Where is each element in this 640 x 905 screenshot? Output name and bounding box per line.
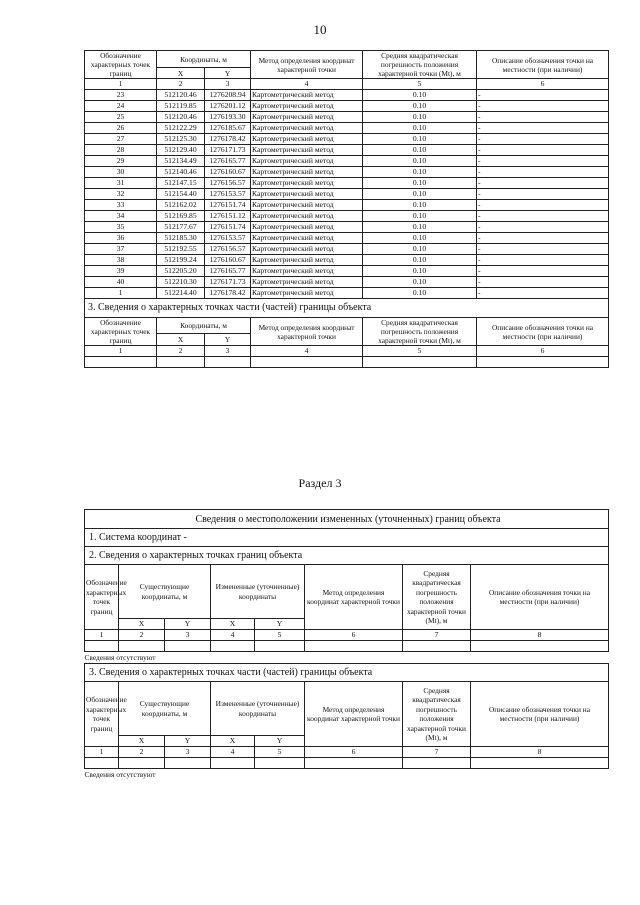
description: - [477, 244, 609, 255]
coord-x: 512177.67 [157, 222, 205, 233]
empty-cell [157, 357, 205, 368]
mt: 0.10 [363, 211, 477, 222]
coord-y: 1276208.94 [205, 90, 251, 101]
description: - [477, 101, 609, 112]
parts-title: 3. Сведения о характерных точках части (частей) границы объекта [85, 664, 609, 682]
table-row [85, 244, 609, 255]
column-number: 6 [477, 346, 609, 357]
column-number: 3 [165, 747, 211, 758]
header-mt: Средняя квадратическая погрешность положения характерной точки (Mt), м [403, 565, 471, 630]
empty-cell [255, 758, 305, 769]
point-id: 24 [85, 101, 157, 112]
method: Картометрический метод [251, 200, 363, 211]
method: Картометрический метод [251, 233, 363, 244]
table-row [85, 167, 609, 178]
coord-y: 1276201.12 [205, 101, 251, 112]
method: Картометрический метод [251, 277, 363, 288]
table-row [85, 222, 609, 233]
header-x: X [157, 334, 205, 346]
coord-x: 512119.85 [157, 101, 205, 112]
column-number: 5 [363, 79, 477, 90]
header-y: Y [165, 619, 211, 630]
empty-cell [403, 758, 471, 769]
empty-cell [251, 357, 363, 368]
method: Картометрический метод [251, 112, 363, 123]
empty-cell [471, 641, 609, 652]
description: - [477, 156, 609, 167]
coord-x: 512120.46 [157, 112, 205, 123]
point-id: 25 [85, 112, 157, 123]
coord-y: 1276156.57 [205, 244, 251, 255]
coord-x: 512210.30 [157, 277, 205, 288]
description: - [477, 266, 609, 277]
column-number: 8 [471, 630, 609, 641]
coord-x: 512192.55 [157, 244, 205, 255]
point-id: 29 [85, 156, 157, 167]
description: - [477, 90, 609, 101]
method: Картометрический метод [251, 167, 363, 178]
column-number: 7 [403, 747, 471, 758]
mt: 0.10 [363, 288, 477, 299]
header-mt: Средняя квадратическая погрешность положения характерной точки (Mt), м [363, 318, 477, 346]
description: - [477, 123, 609, 134]
coord-y: 1276153.57 [205, 233, 251, 244]
column-number: 3 [165, 630, 211, 641]
method: Картометрический метод [251, 145, 363, 156]
point-id: 31 [85, 178, 157, 189]
changed-boundaries-table [84, 509, 609, 780]
header-y: Y [205, 334, 251, 346]
column-number: 2 [157, 79, 205, 90]
boundary-points-table [84, 50, 609, 368]
description: - [477, 145, 609, 156]
header-desc: Описание обозначения точки на местности (при наличии) [477, 318, 609, 346]
header-method: Метод определения координат характерной точки [251, 51, 363, 79]
page-number: 10 [313, 22, 327, 37]
header-mt: Средняя квадратическая погрешность положения характерной точки (Mt), м [403, 682, 471, 747]
method: Картометрический метод [251, 189, 363, 200]
header-point: Обозначение характерных точек границ [85, 51, 157, 79]
coord-y: 1276178.42 [205, 288, 251, 299]
column-number: 1 [85, 630, 119, 641]
coord-system: 1. Система координат - [85, 529, 609, 547]
coord-y: 1276160.67 [205, 255, 251, 266]
empty-cell [119, 641, 165, 652]
method: Картометрический метод [251, 90, 363, 101]
header-x: X [211, 736, 255, 747]
mt: 0.10 [363, 233, 477, 244]
table-row [85, 90, 609, 101]
point-id: 32 [85, 189, 157, 200]
mt: 0.10 [363, 189, 477, 200]
column-number: 5 [255, 747, 305, 758]
point-id: 37 [85, 244, 157, 255]
empty-cell [85, 758, 119, 769]
point-id: 40 [85, 277, 157, 288]
absent-note: Сведения отсутствуют [84, 770, 156, 779]
header-point: Обозначение характерных точек границ [85, 565, 119, 630]
header-changed: Измененные (уточненные) координаты [211, 565, 305, 619]
coord-x: 512147.15 [157, 178, 205, 189]
header-point: Обозначение характерных точек границ [85, 318, 157, 346]
column-number: 2 [119, 630, 165, 641]
coord-x: 512185.30 [157, 233, 205, 244]
point-id: 36 [85, 233, 157, 244]
table-row [85, 200, 609, 211]
mt: 0.10 [363, 167, 477, 178]
coord-x: 512154.40 [157, 189, 205, 200]
section-header: Сведения о местоположении измененных (уточненных) границ объекта [85, 510, 609, 529]
table-row [85, 178, 609, 189]
header-existing: Существующие координаты, м [119, 682, 211, 736]
header-y: Y [255, 619, 305, 630]
column-number: 3 [205, 346, 251, 357]
coord-x: 512120.46 [157, 90, 205, 101]
coord-y: 1276156.57 [205, 178, 251, 189]
method: Картометрический метод [251, 134, 363, 145]
coord-y: 1276165.77 [205, 156, 251, 167]
mt: 0.10 [363, 277, 477, 288]
method: Картометрический метод [251, 123, 363, 134]
header-y: Y [165, 736, 211, 747]
header-x: X [211, 619, 255, 630]
point-id: 23 [85, 90, 157, 101]
empty-cell [305, 641, 403, 652]
header-desc: Описание обозначения точки на местности (при наличии) [471, 682, 609, 747]
coord-y: 1276151.12 [205, 211, 251, 222]
description: - [477, 200, 609, 211]
coord-y: 1276165.77 [205, 266, 251, 277]
table-row [85, 288, 609, 299]
column-number: 5 [255, 630, 305, 641]
empty-cell [255, 641, 305, 652]
table-row [85, 266, 609, 277]
description: - [477, 189, 609, 200]
header-x: X [157, 68, 205, 79]
coord-y: 1276178.42 [205, 134, 251, 145]
coord-y: 1276171.73 [205, 277, 251, 288]
coord-x: 512122.29 [157, 123, 205, 134]
description: - [477, 222, 609, 233]
table-row [85, 134, 609, 145]
description: - [477, 134, 609, 145]
column-number: 7 [403, 630, 471, 641]
coord-x: 512162.02 [157, 200, 205, 211]
description: - [477, 233, 609, 244]
coord-x: 512199.24 [157, 255, 205, 266]
table-row [85, 112, 609, 123]
mt: 0.10 [363, 145, 477, 156]
header-method: Метод определения координат характерной точки [305, 682, 403, 747]
table-row [85, 145, 609, 156]
coord-y: 1276153.57 [205, 189, 251, 200]
column-number: 1 [85, 747, 119, 758]
table-row [85, 233, 609, 244]
empty-cell [403, 641, 471, 652]
column-number: 3 [205, 79, 251, 90]
header-existing: Существующие координаты, м [119, 565, 211, 619]
header-coords: Координаты, м [157, 318, 251, 334]
empty-cell [165, 641, 211, 652]
empty-cell [471, 758, 609, 769]
method: Картометрический метод [251, 222, 363, 233]
point-id: 28 [85, 145, 157, 156]
empty-cell [85, 357, 157, 368]
description: - [477, 178, 609, 189]
point-id: 39 [85, 266, 157, 277]
empty-cell [205, 357, 251, 368]
table-row [85, 156, 609, 167]
coord-x: 512134.49 [157, 156, 205, 167]
method: Картометрический метод [251, 244, 363, 255]
mt: 0.10 [363, 134, 477, 145]
header-x: X [119, 736, 165, 747]
coord-y: 1276151.74 [205, 222, 251, 233]
header-y: Y [255, 736, 305, 747]
empty-cell [477, 357, 609, 368]
empty-cell [119, 758, 165, 769]
header-desc: Описание обозначения точки на местности (при наличии) [471, 565, 609, 630]
column-number: 1 [85, 79, 157, 90]
method: Картометрический метод [251, 255, 363, 266]
column-number: 6 [477, 79, 609, 90]
description: - [477, 255, 609, 266]
coord-y: 1276193.30 [205, 112, 251, 123]
mt: 0.10 [363, 222, 477, 233]
point-id: 38 [85, 255, 157, 266]
table-row [85, 101, 609, 112]
coord-x: 512214.40 [157, 288, 205, 299]
point-id: 34 [85, 211, 157, 222]
coord-x: 512129.40 [157, 145, 205, 156]
mt: 0.10 [363, 156, 477, 167]
header-y: Y [205, 68, 251, 79]
header-mt: Средняя квадратическая погрешность положения характерной точки (Mt), м [363, 51, 477, 79]
mt: 0.10 [363, 200, 477, 211]
method: Картометрический метод [251, 156, 363, 167]
coord-x: 512125.30 [157, 134, 205, 145]
point-id: 35 [85, 222, 157, 233]
column-number: 4 [251, 79, 363, 90]
coord-x: 512169.85 [157, 211, 205, 222]
table-row [85, 255, 609, 266]
points-title: 2. Сведения о характерных точках границ объекта [85, 547, 609, 565]
point-id: 26 [85, 123, 157, 134]
table-row [85, 211, 609, 222]
empty-cell [85, 641, 119, 652]
table-row [85, 123, 609, 134]
column-number: 4 [211, 747, 255, 758]
header-coords: Координаты, м [157, 51, 251, 68]
coord-y: 1276160.67 [205, 167, 251, 178]
column-number: 2 [119, 747, 165, 758]
description: - [477, 167, 609, 178]
header-x: X [119, 619, 165, 630]
column-number: 6 [305, 747, 403, 758]
column-number: 6 [305, 630, 403, 641]
part-points-title: 3. Сведения о характерных точках части (частей) границы объекта [85, 299, 609, 318]
header-method: Метод определения координат характерной точки [251, 318, 363, 346]
coord-y: 1276151.74 [205, 200, 251, 211]
method: Картометрический метод [251, 211, 363, 222]
column-number: 2 [157, 346, 205, 357]
description: - [477, 277, 609, 288]
header-point: Обозначение характерных точек границ [85, 682, 119, 747]
method: Картометрический метод [251, 266, 363, 277]
mt: 0.10 [363, 266, 477, 277]
mt: 0.10 [363, 178, 477, 189]
column-number: 5 [363, 346, 477, 357]
method: Картометрический метод [251, 101, 363, 112]
empty-cell [165, 758, 211, 769]
coord-x: 512205.20 [157, 266, 205, 277]
empty-cell [363, 357, 477, 368]
column-number: 8 [471, 747, 609, 758]
coord-x: 512140.46 [157, 167, 205, 178]
method: Картометрический метод [251, 288, 363, 299]
coord-y: 1276171.73 [205, 145, 251, 156]
mt: 0.10 [363, 101, 477, 112]
point-id: 27 [85, 134, 157, 145]
mt: 0.10 [363, 90, 477, 101]
empty-cell [305, 758, 403, 769]
empty-cell [211, 758, 255, 769]
header-desc: Описание обозначения точки на местности (при наличии) [477, 51, 609, 79]
empty-cell [211, 641, 255, 652]
header-changed: Измененные (уточненные) координаты [211, 682, 305, 736]
method: Картометрический метод [251, 178, 363, 189]
coord-y: 1276185.67 [205, 123, 251, 134]
point-id: 33 [85, 200, 157, 211]
absent-note: Сведения отсутствуют [84, 653, 156, 662]
description: - [477, 288, 609, 299]
mt: 0.10 [363, 112, 477, 123]
description: - [477, 112, 609, 123]
point-id: 30 [85, 167, 157, 178]
point-id: 1 [85, 288, 157, 299]
column-number: 1 [85, 346, 157, 357]
mt: 0.10 [363, 244, 477, 255]
table-row [85, 277, 609, 288]
column-number: 4 [251, 346, 363, 357]
mt: 0.10 [363, 123, 477, 134]
table-row [85, 189, 609, 200]
mt: 0.10 [363, 255, 477, 266]
column-number: 4 [211, 630, 255, 641]
description: - [477, 211, 609, 222]
section-title: Раздел 3 [298, 476, 342, 490]
header-method: Метод определения координат характерной точки [305, 565, 403, 630]
